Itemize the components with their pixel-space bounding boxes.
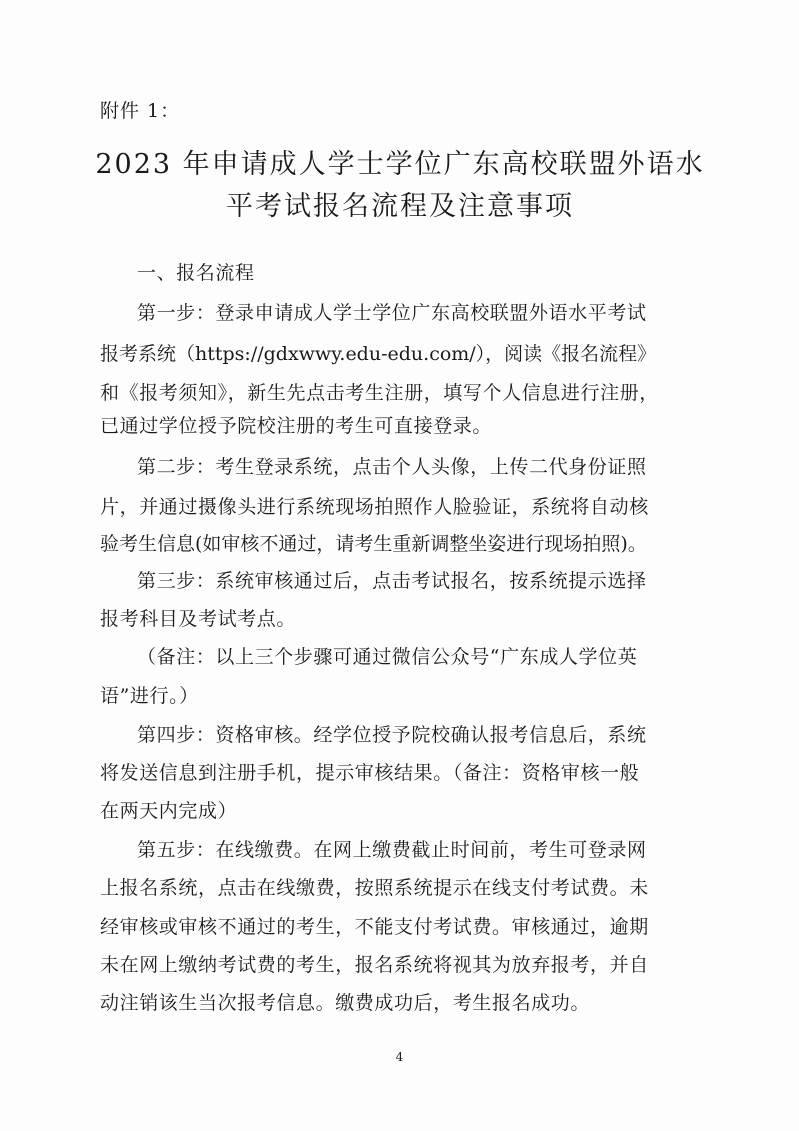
document-title-line-1: 2023 年申请成人学士学位广东高校联盟外语水 (95, 149, 705, 180)
paragraph-line: 未在网上缴纳考试费的考生，报名系统将视其为放弃报考，并自 (100, 954, 649, 976)
paragraph-line: 在两天内完成） (100, 800, 238, 822)
attachment-label: 附件 1： (100, 100, 181, 122)
paragraph-line: 已通过学位授予院校注册的考生可直接登录。 (100, 415, 493, 437)
section-heading: 一、报名流程 (137, 262, 255, 284)
paragraph-line: 上报名系统，点击在线缴费，按照系统提示在线支付考试费。未 (100, 877, 649, 899)
paragraph-line: 片，并通过摄像头进行系统现场拍照作人脸验证，系统将自动核 (100, 496, 649, 518)
paragraph-line: 报考系统（https://gdxwwy.edu-edu.com/），阅读《报名流程》 (100, 343, 657, 365)
paragraph-line: （备注：以上三个步骤可通过微信公众号“广东成人学位英 (137, 646, 638, 668)
paragraph-line: 验考生信息(如审核不通过，请考生重新调整坐姿进行现场拍照)。 (100, 533, 647, 555)
paragraph-line: 动注销该生当次报考信息。缴费成功后，考生报名成功。 (100, 992, 591, 1014)
paragraph-line: 将发送信息到注册手机，提示审核结果。（备注：资格审核一般 (100, 762, 640, 784)
paragraph-line: 第三步：系统审核通过后，点击考试报名，按系统提示选择 (137, 570, 647, 592)
document-title-line-2: 平考试报名流程及注意事项 (226, 191, 574, 222)
paragraph-line: 和《报考须知》，新生先点击考生注册，填写个人信息进行注册， (100, 382, 659, 404)
paragraph-line: 第五步：在线缴费。在网上缴费截止时间前，考生可登录网 (137, 839, 647, 861)
page-number: 4 (395, 1050, 404, 1064)
paragraph-line: 经审核或审核不通过的考生，不能支付考试费。审核通过，逾期 (100, 916, 649, 938)
paragraph-line: 第四步：资格审核。经学位授予院校确认报考信息后，系统 (137, 724, 647, 746)
paragraph-line: 报考科目及考试考点。 (100, 608, 297, 630)
paragraph-line: 第一步：登录申请成人学士学位广东高校联盟外语水平考试 (137, 302, 647, 324)
paragraph-line: 第二步：考生登录系统，点击个人头像，上传二代身份证照 (137, 456, 647, 478)
paragraph-line: 语”进行。） (100, 685, 199, 707)
